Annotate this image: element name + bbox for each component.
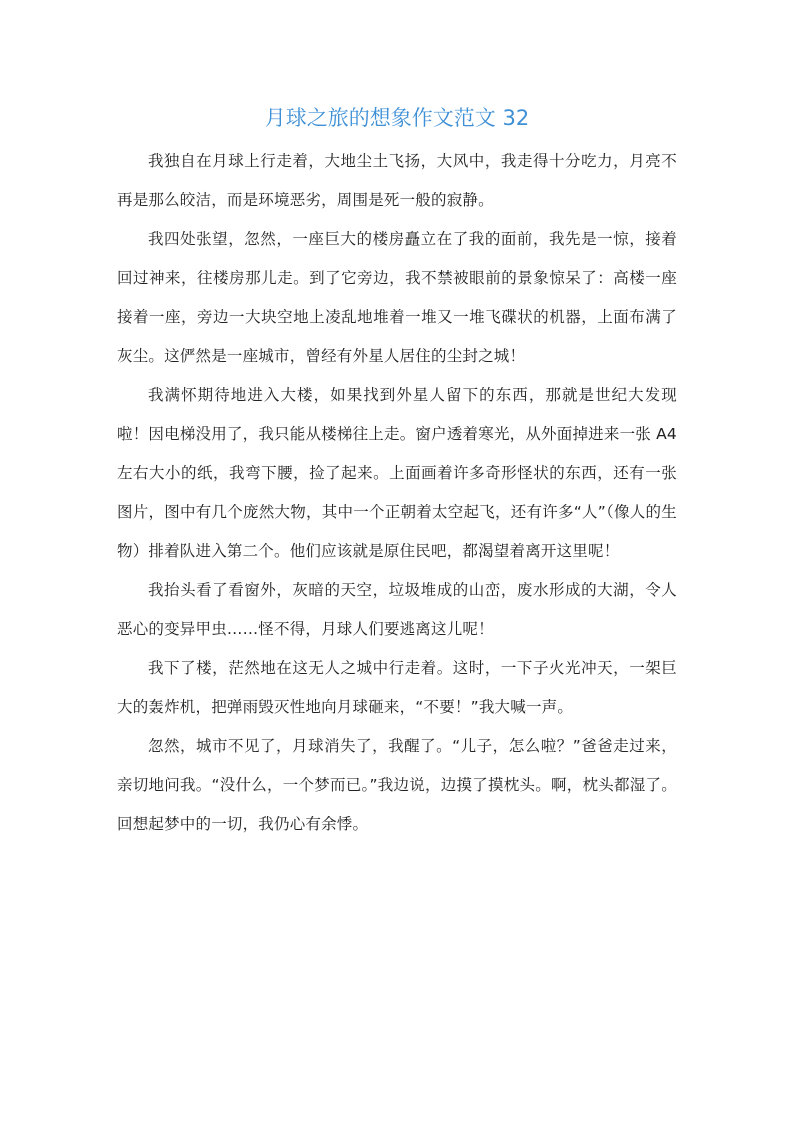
document-title: 月球之旅的想象作文范文 32 [264, 106, 530, 130]
document-body [117, 142, 677, 844]
paragraph-5: 我下了楼，茫然地在这无人之城中行走着。这时，一下子火光冲天，一架巨大的轰炸机，把弹雨毁灭性地向月球砸来，“不要！”我大喊一声。 [117, 659, 677, 716]
paragraph-6: 忽然，城市不见了，月球消失了，我醒了。“儿子，怎么啦？”爸爸走过来，亲切地问我。“没什么，一个梦而已。”我边说，边摸了摸枕头。啊，枕头都湿了。回想起梦中的一切，我仍心有余悸。 [117, 737, 677, 833]
paragraph-1: 我独自在月球上行走着，大地尘土飞扬，大风中，我走得十分吃力，月亮不再是那么皎洁，而是环境恶劣，周围是死一般的寂静。 [117, 152, 677, 209]
paragraph-2: 我四处张望，忽然，一座巨大的楼房矗立在了我的面前，我先是一惊，接着回过神来，往楼房那儿走。到了它旁边，我不禁被眼前的景象惊呆了：高楼一座接着一座，旁边一大块空地上凌乱地堆着一堆又一堆飞碟状的机器，上面布满了灰尘。这俨然是一座城市，曾经有外星人居住的尘封之城！ [117, 230, 677, 365]
paragraph-3: 我满怀期待地进入大楼，如果找到外星人留下的东西，那就是世纪大发现啦！因电梯没用了，我只能从楼梯往上走。窗户透着寒光，从外面掉进来一张 A4 左右大小的纸，我弯下腰，捡了起来。上面画着许多奇形怪状的东西，还有一张图片，图中有几个庞然大物，其中一个正朝着太空起飞，还有许多“人”（像人的生物）排着队进入第二个。他们应该就是原住民吧，都渴望着离开这里呢！ [117, 386, 677, 560]
paragraph-4: 我抬头看了看窗外，灰暗的天空，垃圾堆成的山峦，废水形成的大湖，令人恶心的变异甲虫……怪不得，月球人们要逃离这儿呢！ [117, 581, 677, 638]
